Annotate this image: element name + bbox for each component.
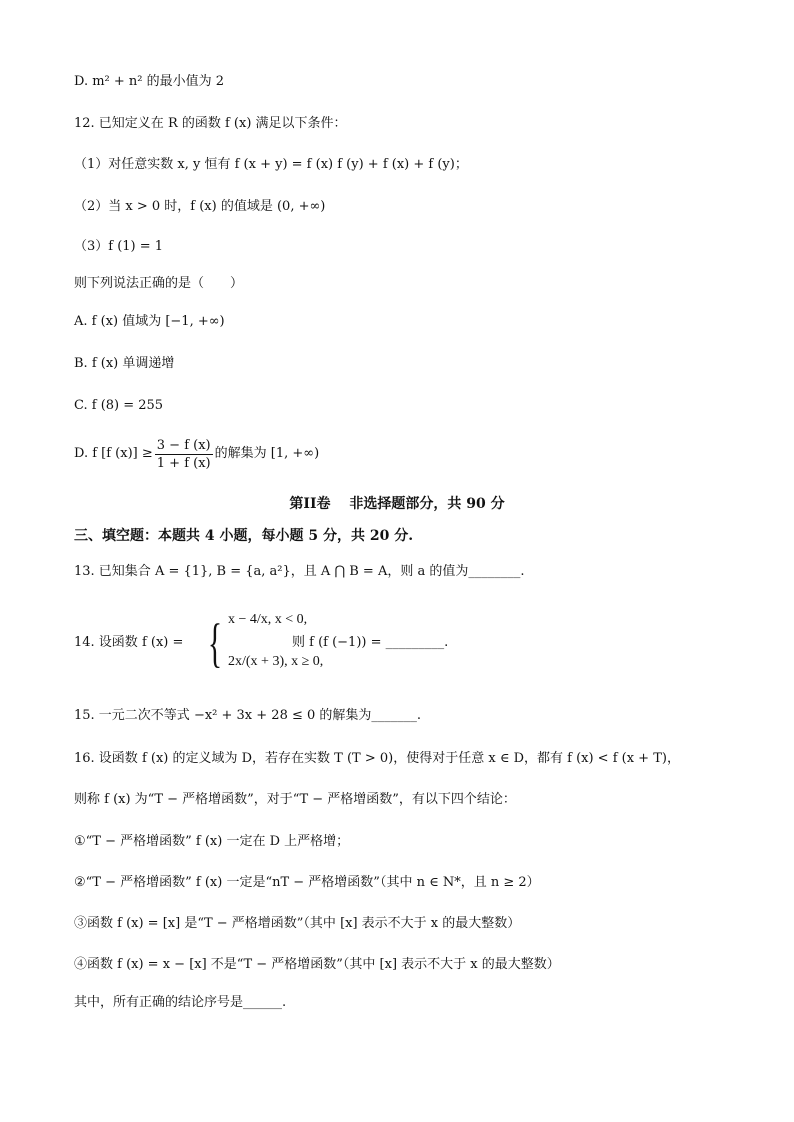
option-d-fraction	[155, 437, 213, 472]
conclusion-4: ④函数 f (x) = x − [x] 不是“T − 严格增函数”（其中 [x] 表示不大于 x 的最大整数）	[74, 957, 560, 972]
question-14-rhs: 则 f (f (−1)) = _________.	[292, 635, 449, 650]
piecewise-case-2: 2x/(x + 3), x ≥ 0,	[228, 654, 324, 669]
section-heading-fill-blank: 三、填空题：本题共 4 小题，每小题 5 分，共 20 分.	[74, 528, 414, 544]
question-16-stem: 16. 设函数 f (x) 的定义域为 D，若存在实数 T (T > 0)，使得对于任意 x ∈ D，都有 f (x) < f (x + T)，	[74, 751, 680, 766]
conclusion-1: ①“T − 严格增函数” f (x) 一定在 D 上严格增；	[74, 834, 350, 849]
condition-2: （2）当 x > 0 时，f (x) 的值域是 (0, +∞)	[74, 199, 326, 214]
question-14-lhs: 14. 设函数 f (x) =	[74, 635, 184, 650]
condition-1: （1）对任意实数 x, y 恒有 f (x + y) = f (x) f (y) + f (x) + f (y)；	[74, 157, 468, 172]
piecewise-brace: {	[207, 613, 223, 673]
question-12-prompt: 则下列说法正确的是（ ）	[74, 276, 244, 291]
question-15: 15. 一元二次不等式 −x² + 3x + 28 ≤ 0 的解集为_______.	[74, 708, 422, 723]
option-d-rhs: 的解集为 [1, +∞)	[214, 446, 320, 461]
question-13: 13. 已知集合 A = {1}, B = {a, a²}，且 A ⋂ B = A，则 a 的值为________.	[74, 564, 525, 579]
section-title-part-two: 第II卷 非选择题部分，共 90 分	[289, 496, 505, 512]
condition-3: （3）f (1) = 1	[74, 239, 164, 254]
option-d-q11: D. m² + n² 的最小值为 2	[74, 74, 225, 89]
option-d-q12	[74, 436, 319, 472]
piecewise-case-1: x − 4/x, x < 0,	[228, 612, 308, 627]
option-b-q12: B. f (x) 单调递增	[74, 356, 175, 371]
fraction-numerator: 3 − f (x)	[156, 437, 211, 453]
fraction-denominator: 1 + f (x)	[156, 455, 211, 471]
question-16-definition: 则称 f (x) 为“T − 严格增函数”，对于“T − 严格增函数”，有以下四个结论：	[74, 792, 516, 807]
conclusion-2: ②“T − 严格增函数” f (x) 一定是“nT − 严格增函数”（其中 n ∈ N*，且 n ≥ 2）	[74, 875, 540, 890]
option-c-q12: C. f (8) = 255	[74, 398, 164, 413]
option-d-lhs: D. f [f (x)] ≥	[74, 446, 153, 461]
question-12-stem: 12. 已知定义在 R 的函数 f (x) 满足以下条件：	[74, 116, 347, 131]
question-16-prompt: 其中，所有正确的结论序号是______.	[74, 995, 287, 1010]
conclusion-3: ③函数 f (x) = [x] 是“T − 严格增函数”（其中 [x] 表示不大于 x 的最大整数）	[74, 916, 521, 931]
option-a-q12: A. f (x) 值域为 [−1, +∞)	[74, 314, 225, 329]
